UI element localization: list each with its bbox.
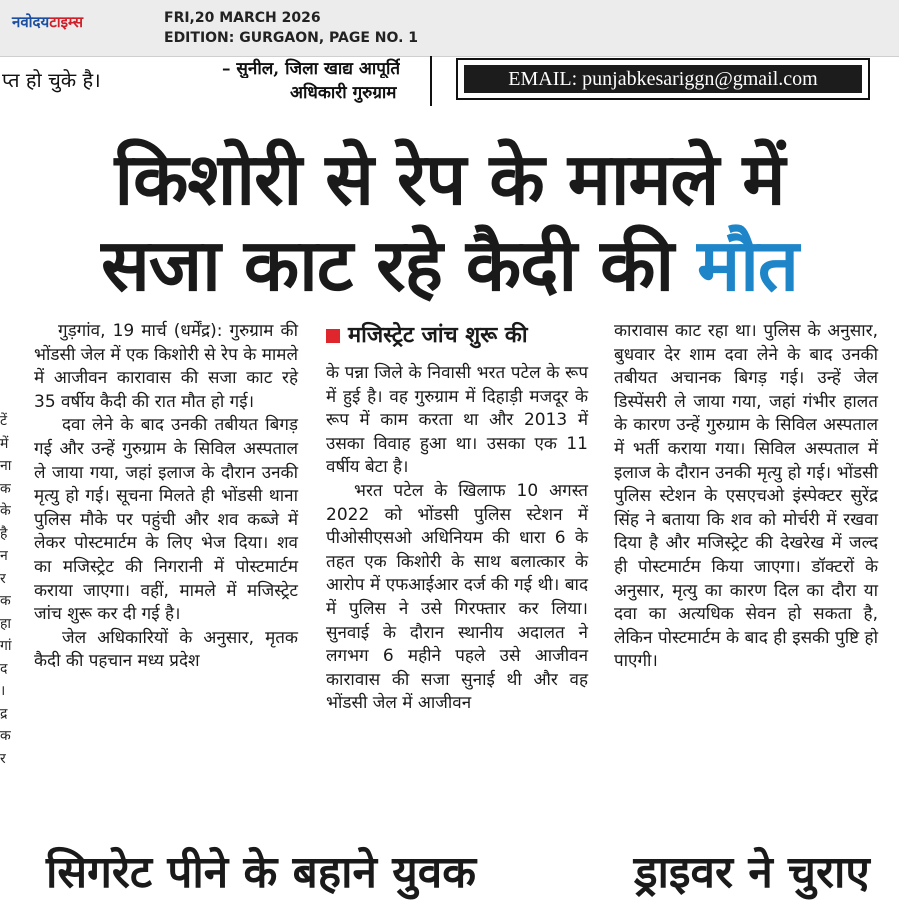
email-box [456, 58, 870, 100]
edge-fragment: गां [0, 638, 12, 654]
email-text: EMAIL: punjabkesariggn@gmail.com [464, 65, 862, 93]
headline-line2 [0, 214, 899, 312]
prev-article-fragment: प्त हो चुके है। [2, 68, 101, 92]
edge-fragment: क [0, 480, 11, 497]
navodaya-times-logo [12, 10, 136, 34]
paragraph: कारावास काट रहा था। पुलिस के अनुसार, बुधवार देर शाम दवा लेने के बाद उनकी तबीयत अचानक बिगड़ गई। उन्हें जेल डिस्पेंसरी ले जाया गया, जहां गंभीर हालत के कारण उन्हें गुरुग्राम के सिविल अस्पताल में भर्ती कराया गया। सिविल अस्पताल में इलाज के दौरान उनकी मृत्यु हो गई। भोंडसी पुलिस स्टेशन के एसएचओ इंस्पेक्टर सुरेंद्र सिंह ने बताया कि शव को मोर्चरी में रखवा दिया है और मजिस्ट्रेट की देखरेख में जल्द ही पोस्टमार्टम किया जाएगा। डॉक्टरों के अनुसार, मृत्यु का कारण दिल का दौरा या दवा का अत्यधिक सेवन हो सकता है, लेकिन पोस्टमार्टम के बाद ही इसकी पुष्टि हो पाएगी। [614, 321, 878, 672]
edge-fragment: है [0, 525, 8, 542]
bottom-headline-left: सिगरेट पीने के बहाने युवक [46, 847, 477, 898]
edge-fragment: क [0, 728, 11, 744]
article-column-3 [614, 320, 878, 674]
edge-fragment: के [0, 503, 11, 519]
edge-fragment: द [0, 660, 8, 677]
issue-date: FRI,20 MARCH 2026 [164, 10, 321, 26]
top-bar [0, 0, 899, 57]
paragraph: गुड़गांव, 19 मार्च (धर्मेंद्र): गुरुग्राम की भोंडसी जेल में एक किशोरी से रेप के मामले में आजीवन कारावास की सजा काट रहे 35 वर्षीय कैदी की रात मौत हो गई। [34, 321, 298, 412]
logo-text-red: टाइम्स [49, 13, 84, 31]
edge-fragment: र [0, 570, 6, 587]
red-bullet-icon [326, 329, 340, 343]
edge-fragment: में [0, 435, 9, 452]
headline-highlight: मौत [697, 223, 798, 307]
paragraph: दवा लेने के बाद उनकी तबीयत बिगड़ गई और उन्हें गुरुग्राम के सिविल अस्पताल ले जाया गया, जहां इलाज के दौरान उनकी मृत्यु हो गई। सूचना मिलते ही भोंडसी थाना पुलिस मौके पर पहुंची और शव कब्जे में लेकर पोस्टमार्टम के लिए भेज दिया। शव का मजिस्ट्रेट की निगरानी में पोस्टमार्टम कराया जाएगा। वहीं, मामले में मजिस्ट्रेट जांच शुरू कर दी गई है। [34, 415, 298, 625]
edge-fragment: टें [0, 413, 8, 429]
headline-line1: किशोरी से रेप के मामले में [114, 137, 785, 221]
paragraph: जेल अधिकारियों के अनुसार, मृतक कैदी की पहचान मध्य प्रदेश [34, 627, 298, 672]
bottom-headline-right: ड्राइवर ने चुराए [634, 847, 870, 898]
edge-fragment: हा [0, 615, 12, 632]
edge-fragment: ना [0, 458, 12, 474]
edge-fragment: न [0, 548, 8, 564]
logo-text: नवोदय [12, 13, 50, 31]
column-divider [430, 56, 432, 106]
paragraph: भरत पटेल के खिलाफ 10 अगस्त 2022 को भोंडसी पुलिस स्टेशन में पीओसीएसओ अधिनियम की धारा 6 के तहत एक किशोरी के साथ बलात्कार के आरोप में एफआईआर दर्ज की गई थी। बाद में पुलिस ने उसे गिरफ्तार कर लिया। सुनवाई के दौरान स्थानीय अदालत ने लगभग 6 महीने पहले उसे आजीवन कारावास की सजा सुनाई थी और वह भोंडसी जेल में आजीवन [326, 480, 588, 714]
edge-fragment: । [0, 683, 6, 699]
subheading-text: मजिस्ट्रेट जांच शुरू की [348, 323, 528, 348]
edge-fragment: र [0, 750, 6, 767]
edge-fragment: द्र [0, 705, 8, 722]
article-column-2 [326, 320, 588, 716]
adjacent-column-edge [0, 410, 14, 770]
edge-fragment: क [0, 593, 11, 609]
subheading [326, 320, 588, 352]
headline-line2-main: सजा काट रहे कैदी की [101, 223, 698, 307]
quote-attribution-line2: अधिकारी गुरुग्राम [290, 83, 397, 103]
paragraph: के पन्ना जिले के निवासी भरत पटेल के रूप में हुई है। वह गुरुग्राम में दिहाड़ी मजदूर के रूप में काम करता था और 2013 में उसका विवाह हुआ था। उसका एक 11 वर्षीय बेटा है। [326, 363, 588, 478]
article-column-1 [34, 320, 298, 674]
quote-attribution-line1: – सुनील, जिला खाद्य आपूर्ति [222, 59, 401, 78]
edition-info: EDITION: GURGAON, PAGE NO. 1 [164, 30, 419, 46]
